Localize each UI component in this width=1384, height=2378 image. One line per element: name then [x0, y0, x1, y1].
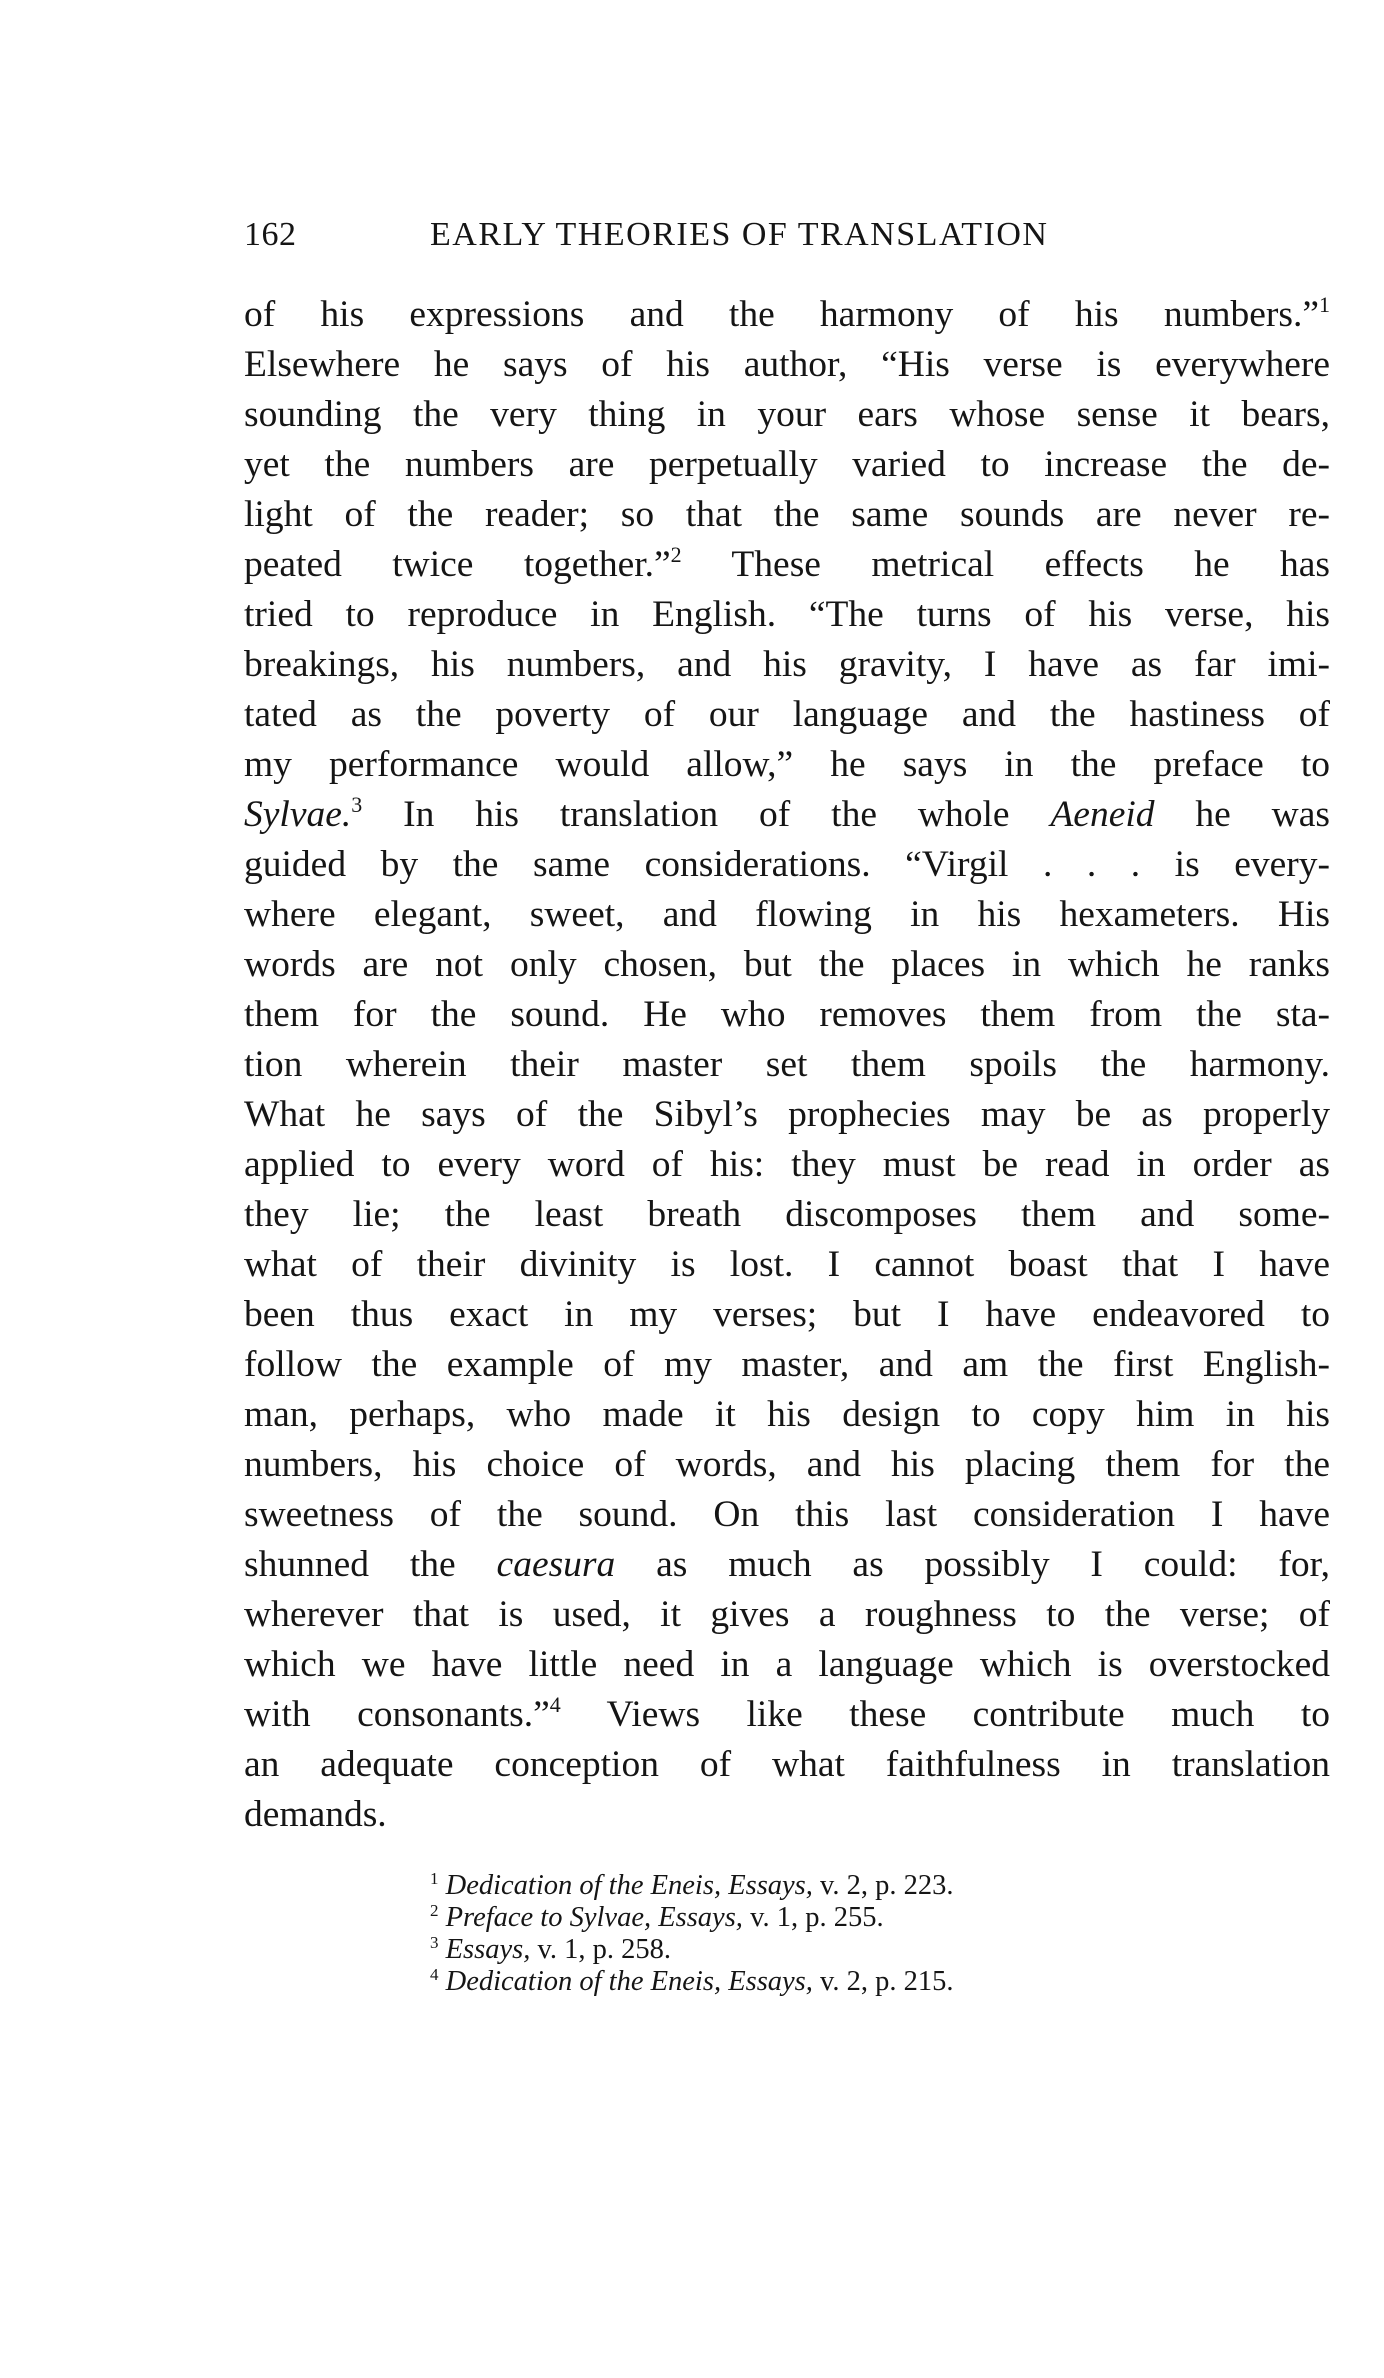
- footnote: [430, 1902, 1250, 1934]
- text-line: an adequate conception of what faithfulness in translation: [244, 1744, 1330, 1785]
- text-line: my performance would allow,” he says in the preface to: [244, 744, 1330, 785]
- footnote-mark: 4: [430, 1965, 439, 1984]
- text-line: with consonants.”$^4$ Views like these contribute much to: [244, 1692, 1330, 1735]
- footnote-mark: 1: [430, 1869, 439, 1888]
- footnote-source: Dedication of the Eneis, Essays,: [445, 1966, 813, 1997]
- footnote-ref: 4: [549, 1692, 561, 1717]
- footnote: [430, 1870, 1250, 1902]
- page-header: [244, 216, 1144, 266]
- text-line: them for the sound. He who removes them from the sta-: [244, 994, 1330, 1035]
- italic-term: caesura: [496, 1544, 616, 1585]
- footnote-location: v. 1, p. 258.: [530, 1934, 671, 1965]
- footnote-location: v. 2, p. 223.: [812, 1870, 954, 1901]
- text-line: Elsewhere he says of his author, “His verse is everywhere: [244, 344, 1330, 385]
- text-line: peated twice together.”$^2$ These metrical effects he has: [244, 542, 1330, 585]
- footnotes: [430, 1870, 1250, 1998]
- text-line: guided by the same considerations. “Virgil . . . is every-: [244, 844, 1330, 885]
- text-line: numbers, his choice of words, and his placing them for the: [244, 1444, 1330, 1485]
- text-line: applied to every word of his: they must be read in order as: [244, 1144, 1330, 1185]
- text-line: breakings, his numbers, and his gravity, I have as far imi-: [244, 644, 1330, 685]
- text-line: wherever that is used, it gives a roughness to the verse; of: [244, 1594, 1330, 1635]
- text-line: What he says of the Sibyl’s prophecies may be as properly: [244, 1094, 1330, 1135]
- italic-title: Sylvae.: [244, 794, 352, 835]
- text-line: tated as the poverty of our language and the hastiness of: [244, 694, 1330, 735]
- text-line: which we have little need in a language which is overstocked: [244, 1644, 1330, 1685]
- text-line: follow the example of my master, and am the first English-: [244, 1344, 1330, 1385]
- text-line: tion wherein their master set them spoils the harmony.: [244, 1044, 1330, 1085]
- text-line: tried to reproduce in English. “The turns of his verse, his: [244, 594, 1330, 635]
- footnote: [430, 1934, 1250, 1966]
- text-line: man, perhaps, who made it his design to copy him in his: [244, 1394, 1330, 1435]
- text-line: what of their divinity is lost. I cannot boast that I have: [244, 1244, 1330, 1285]
- running-title: EARLY THEORIES OF TRANSLATION: [430, 216, 1049, 253]
- text-line: yet the numbers are perpetually varied to increase the de-: [244, 444, 1330, 485]
- italic-title: Aeneid: [1050, 794, 1155, 835]
- text-line: been thus exact in my verses; but I have endeavored to: [244, 1294, 1330, 1335]
- footnote-source: Preface to Sylvae, Essays,: [445, 1902, 743, 1933]
- footnote-location: v. 2, p. 215.: [812, 1966, 954, 1997]
- text-line: light of the reader; so that the same sounds are never re-: [244, 494, 1330, 535]
- footnote-ref: 3: [351, 792, 363, 817]
- footnote-source: Dedication of the Eneis, Essays,: [445, 1870, 813, 1901]
- footnote-mark: 3: [430, 1933, 439, 1952]
- footnote-ref: 2: [670, 542, 682, 567]
- footnote-source: Essays,: [445, 1934, 531, 1965]
- text-line: sweetness of the sound. On this last consideration I have: [244, 1494, 1330, 1535]
- footnote-ref: 1: [1319, 292, 1330, 317]
- body-paragraph: [244, 290, 1330, 1840]
- footnote: [430, 1966, 1250, 1998]
- text-line: sounding the very thing in your ears whose sense it bears,: [244, 394, 1330, 435]
- text-line: where elegant, sweet, and flowing in his hexameters. His: [244, 894, 1330, 935]
- text-line: of his expressions and the harmony of his numbers.”$^1$: [244, 292, 1330, 335]
- text-line: Sylvae.$^3$ In his translation of the whole Aeneid he was: [244, 792, 1330, 835]
- page-number: 162: [244, 216, 297, 253]
- text-line: they lie; the least breath discomposes them and some-: [244, 1194, 1330, 1235]
- text-line: words are not only chosen, but the places in which he ranks: [244, 944, 1330, 985]
- footnote-mark: 2: [430, 1901, 439, 1920]
- footnote-location: v. 1, p. 255.: [742, 1902, 884, 1933]
- text-line: shunned the caesura as much as possibly I could: for,: [244, 1544, 1330, 1585]
- text-line: demands.: [244, 1794, 387, 1835]
